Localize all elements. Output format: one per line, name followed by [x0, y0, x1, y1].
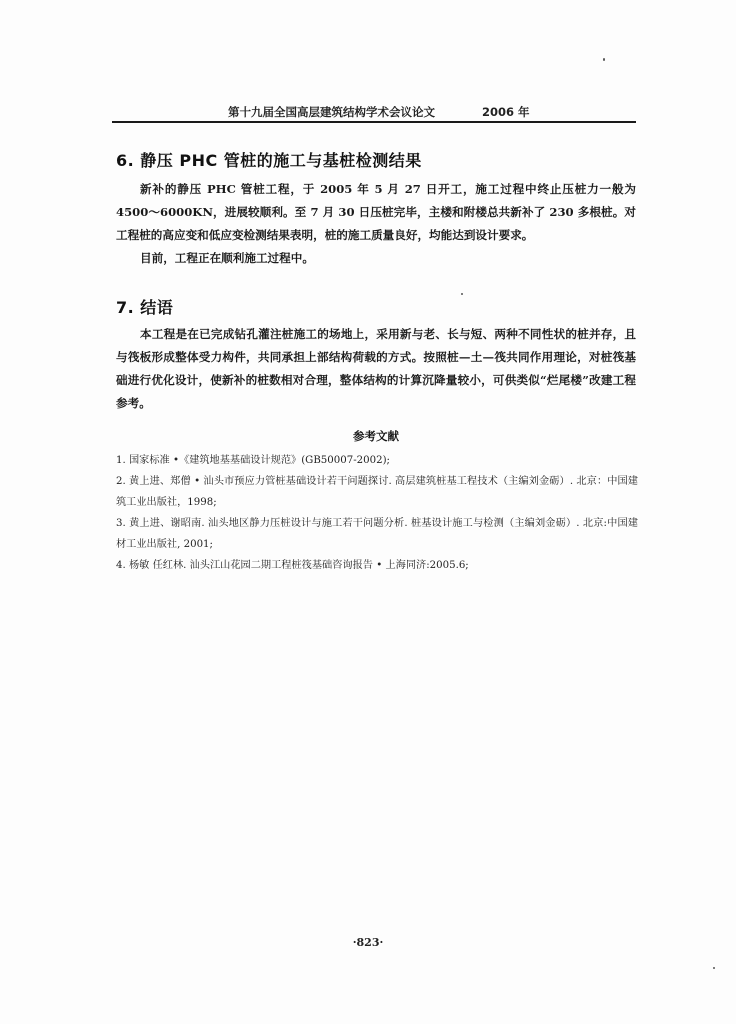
- section-7-paragraph-1: 本工程是在已完成钻孔灌注桩施工的场地上，采用新与老、长与短、两种不同性状的桩并存，且与筏板形成整体受力构件，共同承担上部结构荷载的方式。按照桩—土—筏共同作用理论，对桩筏基础进行优化设计，使新补的桩数相对合理，整体结构的计算沉降量较小，可供类似“烂尾楼”改建工程参考。: [116, 327, 636, 410]
- references-list: [116, 450, 638, 576]
- running-header: [112, 104, 636, 120]
- scan-speck: [713, 967, 715, 969]
- page-number: ·823·: [352, 936, 384, 949]
- scan-speck: [603, 58, 605, 61]
- references-title: 参考文献: [353, 429, 399, 443]
- section-7-heading: 7. 结语: [116, 298, 174, 317]
- header-title: 第十九届全国高层建筑结构学术会议论文: [228, 105, 435, 119]
- reference-item: 2. 黄上进、郑僧 • 汕头市预应力管桩基础设计若干问题探讨. 高层建筑桩基工程技术（主编刘金砺）. 北京：中国建筑工业出版社，1998;: [116, 476, 638, 508]
- scan-speck: [461, 293, 463, 295]
- section-6-paragraph-2: 目前，工程正在顺利施工过程中。: [140, 251, 314, 265]
- reference-item: 4. 杨敏 任红林. 汕头江山花园二期工程桩筏基础咨询报告 • 上海同济:2005.6;: [116, 560, 469, 571]
- header-year: 2006 年: [482, 105, 530, 119]
- reference-item: 1. 国家标准 •《建筑地基基础设计规范》(GB50007-2002);: [116, 455, 390, 466]
- reference-item: 3. 黄上进、谢昭南. 汕头地区静力压桩设计与施工若干问题分析. 桩基设计施工与检测（主编刘金砺）. 北京:中国建材工业出版社, 2001;: [116, 518, 638, 550]
- section-6-heading: 6. 静压 PHC 管桩的施工与基桩检测结果: [116, 151, 422, 170]
- section-6-paragraph-1: 新补的静压 PHC 管桩工程，于 2005 年 5 月 27 日开工，施工过程中终止压桩力一般为 4500～6000KN，进展较顺利。至 7 月 30 日压桩完毕，主楼和附楼总共新补了 230 多根桩。对工程桩的高应变和低应变检测结果表明，桩的施工质量良好，均能达到设计要求。: [116, 182, 636, 242]
- header-rule: [112, 121, 636, 123]
